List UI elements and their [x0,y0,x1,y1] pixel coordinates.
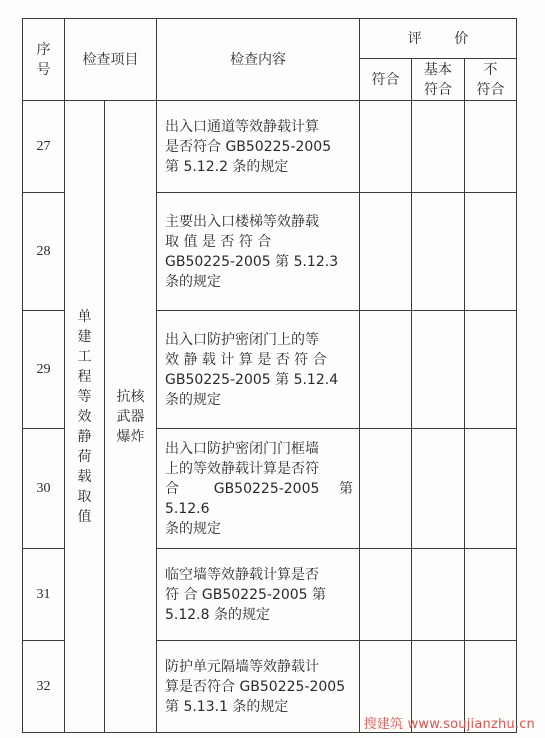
category-main-char: 载 [77,468,92,485]
eval-cell-noncomply[interactable] [465,193,517,311]
category-main-char: 建 [77,328,92,345]
category-sub-line: 武器 [116,408,145,425]
content-line: 5.12.8 条的规定 [165,606,270,623]
watermark: 搜建筑 www.soujianzhu.cn [363,717,535,732]
eval-cell-noncomply[interactable] [465,429,517,549]
category-main-char: 工 [77,348,92,365]
header-eval-comply [360,59,412,101]
header-evaluation: 评 价 [360,19,517,59]
content-line: 符 合 GB50225-2005 第 [165,586,327,603]
header-item: 检查项目 [65,19,157,101]
content-line: 条的规定 [165,520,221,537]
category-sub-line: 爆炸 [116,428,145,445]
eval-cell-comply[interactable] [360,549,412,641]
eval-cell-comply[interactable] [360,193,412,311]
eval-cell-comply[interactable] [360,429,412,549]
content-line: 出入口防护密闭门上的等 [165,331,319,348]
category-main-char: 静 [77,428,92,445]
content-line: 出入口通道等效静载计算 [165,118,319,135]
content-line: 是否符合 GB50225-2005 [165,138,332,155]
check-content [157,193,360,311]
header-eval-comply-line: 符合 [371,71,400,88]
content-line: 出入口防护密闭门门框墙 [165,440,319,457]
content-line: 临空墙等效静载计算是否 [165,566,319,583]
content-line: 上的等效静载计算是否符 [165,460,319,477]
header-seq-char-1: 序 [36,41,51,58]
category-main [65,101,105,733]
eval-cell-basic[interactable] [412,311,465,429]
content-line: 第 5.13.1 条的规定 [165,698,289,715]
row-number: 32 [23,641,65,733]
category-main-char: 程 [77,368,92,385]
eval-cell-noncomply[interactable] [465,311,517,429]
content-line: 第 5.12.2 条的规定 [165,158,289,175]
content-line: 条的规定 [165,391,221,408]
header-seq-char-2: 号 [36,61,51,78]
category-main-char: 等 [77,388,92,405]
header-row-1 [23,19,517,59]
eval-cell-noncomply[interactable] [465,549,517,641]
eval-cell-basic[interactable] [412,429,465,549]
check-content [157,641,360,733]
eval-cell-comply[interactable] [360,311,412,429]
content-line: 算是否符合 GB50225-2005 [165,678,346,695]
header-eval-noncomply [465,59,517,101]
header-eval-basic [412,59,465,101]
content-line: 合 GB50225-2005 第 5.12.6 [165,480,353,517]
header-eval-noncomply-line-2: 符合 [476,81,505,98]
check-content [157,101,360,193]
header-seq [23,19,65,101]
content-line: 防护单元隔墙等效静载计 [165,658,319,675]
eval-cell-basic[interactable] [412,549,465,641]
content-line: 效 静 载 计 算 是 否 符 合 [165,351,327,368]
inspection-table [22,18,517,733]
check-content [157,549,360,641]
content-line: 取 值 是 否 符 合 [165,233,272,250]
category-main-char: 荷 [77,448,92,465]
table-row [23,101,517,193]
eval-cell-noncomply[interactable] [465,101,517,193]
content-line: GB50225-2005 第 5.12.3 [165,253,339,270]
eval-cell-basic[interactable] [412,101,465,193]
row-number: 28 [23,193,65,311]
row-number: 29 [23,311,65,429]
check-content [157,429,360,549]
row-number: 31 [23,549,65,641]
header-eval-noncomply-line-1: 不 [483,61,498,78]
category-main-char: 效 [77,408,92,425]
header-eval-basic-line-2: 符合 [424,81,452,98]
category-sub-line: 抗核 [116,388,145,405]
category-sub [105,101,157,733]
category-main-char: 取 [77,488,92,505]
check-content [157,311,360,429]
row-number: 27 [23,101,65,193]
content-line: GB50225-2005 第 5.12.4 [165,371,339,388]
content-line: 主要出入口楼梯等效静载 [165,213,319,230]
eval-cell-comply[interactable] [360,101,412,193]
category-main-char: 单 [77,308,92,325]
content-line: 条的规定 [165,273,221,290]
eval-cell-basic[interactable] [412,193,465,311]
header-eval-basic-line-1: 基本 [424,61,452,78]
header-content: 检查内容 [157,19,360,101]
category-main-char: 值 [77,508,92,525]
row-number: 30 [23,429,65,549]
